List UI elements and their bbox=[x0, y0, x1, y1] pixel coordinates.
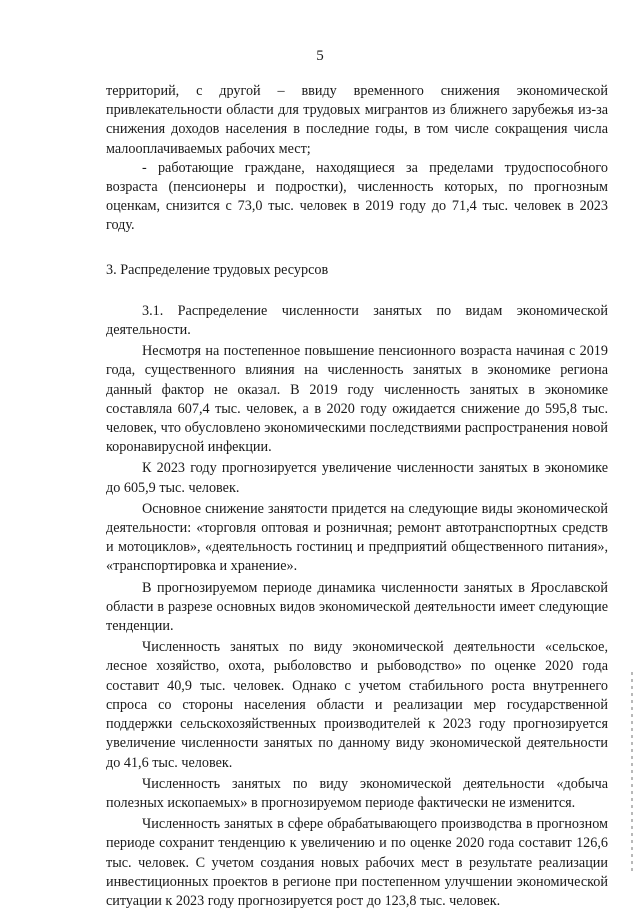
scan-edge-mark bbox=[631, 672, 633, 872]
paragraph-1: территорий, с другой – ввиду временного снижения экономической привлекательности области для трудовых мигрантов из ближнего зарубежья из-за снижения доходов населения в последние годы, в том числе сокращения числа малооплачиваемых рабочих мест; bbox=[106, 83, 608, 157]
paragraph-2: - работающие граждане, находящиеся за пределами трудоспособного возраста (пенсионеры и подростки), численность которых, по прогнозным оценкам, снизится с 73,0 тыс. человек в 2019 году до 71,4 тыс. человек в 2023 году. bbox=[106, 159, 608, 234]
paragraph-8: Численность занятых по виду экономической деятельности «сельское, лесное хозяйство, охота, рыболовство и рыбоводство» по оценке 2020 года составит 40,9 тыс. человек. Однако с учетом стабильного роста внутреннего спроса со стороны населения области и реализации мер государственной поддержки сельскохозяйственных производителей к 2023 году прогнозируется увеличение численности занятых по данному виду экономической деятельности до 41,6 тыс. человек. bbox=[106, 639, 608, 771]
paragraph-7: В прогнозируемом периоде динамика численности занятых в Ярославской области в разрезе основных видов экономической деятельности имеет следующие тенденции. bbox=[106, 579, 608, 635]
paragraph-5: К 2023 году прогнозируется увеличение численности занятых в экономике до 605,9 тыс. человек. bbox=[106, 460, 608, 496]
paragraph-9: Численность занятых по виду экономической деятельности «добыча полезных ископаемых» в прогнозируемом периоде фактически не изменится. bbox=[106, 775, 608, 811]
paragraph-6: Основное снижение занятости придется на следующие виды экономической деятельности: «торговля оптовая и розничная; ремонт автотранспортных средств и мотоциклов», «деятельность гостиниц и предприятий общественного питания», «транспортировка и хранение». bbox=[106, 500, 608, 575]
page-number: 5 bbox=[316, 48, 324, 64]
paragraph-4: Несмотря на постепенное повышение пенсионного возраста начиная с 2019 года, существенного влияния на численность занятых в экономике региона данный фактор не оказал. В 2019 году численность занятых в экономике составляла 607,4 тыс. человек, а в 2020 году ожидается снижение до 595,8 тыс. человек, что обусловлено экономическими последствиями распространения новой коронавирусной инфекции. bbox=[106, 343, 608, 456]
paragraph-10: Численность занятых в сфере обрабатывающего производства в прогнозном периоде сохранит тенденцию к увеличению и по оценке 2020 года составит 126,6 тыс. человек. С учетом создания новых рабочих мест в результате реализации инвестиционных проектов в регионе при постепенном улучшении экономической ситуации к 2023 году прогнозируется рост до 123,8 тыс. человек. bbox=[106, 816, 608, 909]
section-title: 3. Распределение трудовых ресурсов bbox=[106, 261, 329, 278]
paragraph-3: 3.1. Распределение численности занятых по видам экономической деятельности. bbox=[106, 302, 608, 339]
document-body bbox=[106, 82, 608, 911]
